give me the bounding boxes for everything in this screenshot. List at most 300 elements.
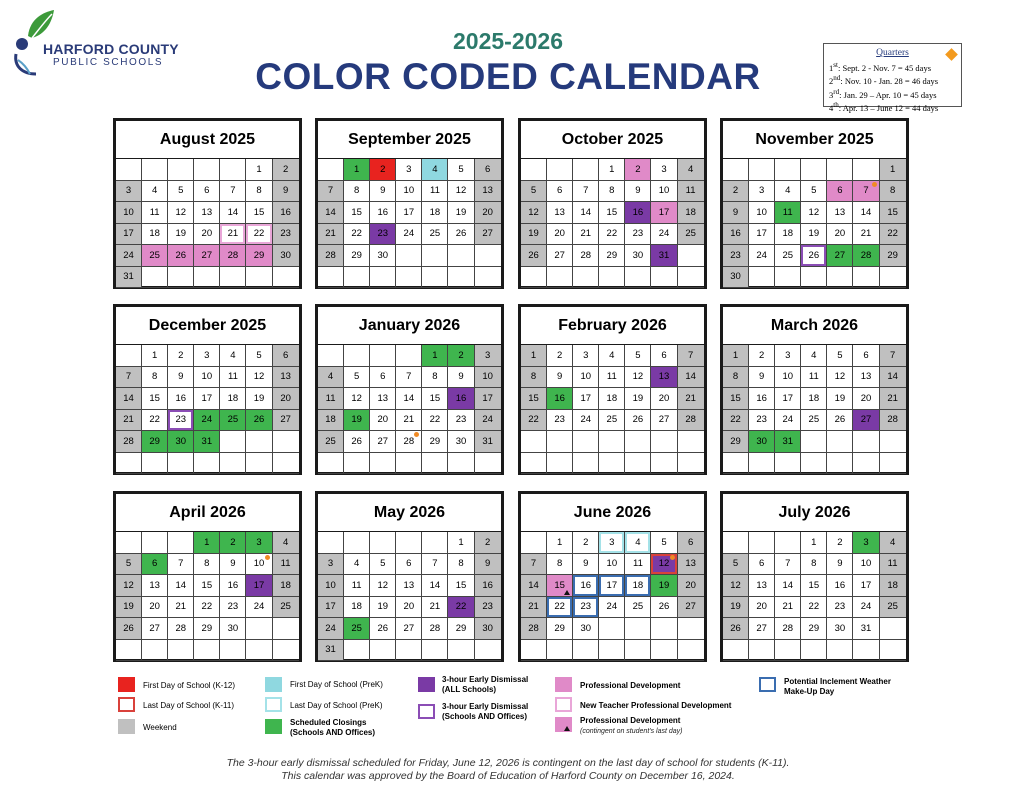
day-number: 25 (887, 601, 898, 613)
day-number: 15 (149, 392, 160, 404)
day-number: 6 (687, 536, 694, 548)
day-number: 5 (635, 349, 641, 361)
empty-cell (168, 640, 194, 662)
day-number: 20 (201, 228, 213, 240)
empty-cell (651, 431, 677, 453)
day-number: 21 (429, 601, 441, 613)
day-cell (142, 388, 168, 410)
day-cell (853, 345, 879, 367)
empty-cell (775, 267, 801, 289)
empty-cell (273, 267, 299, 289)
empty-cell (273, 431, 299, 453)
day-number: 28 (227, 249, 239, 261)
day-number: 12 (632, 371, 644, 383)
day-number: 26 (377, 622, 389, 634)
empty-cell (749, 640, 775, 662)
day-cell (547, 202, 573, 224)
day-number: 4 (889, 536, 896, 548)
empty-cell (168, 532, 194, 554)
day-number: 12 (455, 185, 467, 197)
day-cell (625, 245, 651, 267)
day-cell (723, 345, 749, 367)
day-cell (273, 181, 299, 203)
school-year: 2025-2026 (453, 28, 563, 54)
day-number: 31 (782, 435, 794, 447)
day-number: 6 (661, 349, 667, 361)
day-number: 16 (730, 228, 741, 240)
day-number: 29 (253, 249, 265, 261)
day-number: 11 (227, 371, 238, 383)
day-cell (521, 245, 547, 267)
day-cell (573, 532, 599, 554)
day-cell (448, 532, 474, 554)
day-number: 7 (125, 371, 132, 383)
day-number: 7 (432, 558, 438, 570)
day-cell (651, 410, 677, 432)
month-title: December 2025 (116, 307, 299, 345)
day-number: 21 (175, 601, 187, 613)
day-cell (599, 224, 625, 246)
empty-cell (142, 453, 168, 475)
day-cell (775, 345, 801, 367)
empty-cell (448, 267, 474, 289)
day-number: 4 (609, 349, 615, 361)
day-number: 30 (455, 435, 467, 447)
day-number: 9 (758, 371, 765, 383)
day-cell (448, 554, 474, 576)
day-cell (370, 202, 396, 224)
day-cell (220, 367, 246, 389)
empty-cell (168, 267, 194, 289)
day-cell (521, 554, 547, 576)
day-number: 2 (282, 163, 289, 175)
day-number: 8 (811, 558, 817, 570)
day-number: 8 (609, 185, 615, 197)
day-cell (475, 224, 501, 246)
day-number: 5 (178, 185, 184, 197)
day-cell (880, 367, 906, 389)
day-cell (827, 554, 853, 576)
day-number: 13 (554, 206, 565, 218)
day-cell (801, 597, 827, 619)
day-cell (344, 554, 370, 576)
day-number: 25 (429, 228, 441, 240)
day-number: 16 (227, 579, 239, 591)
day-number: 16 (175, 392, 187, 404)
day-cell (625, 345, 651, 367)
day-number: 14 (528, 579, 539, 591)
day-number: 5 (837, 349, 843, 361)
empty-cell (827, 640, 853, 662)
day-number: 7 (863, 185, 869, 197)
day-cell (273, 554, 299, 576)
empty-cell (723, 532, 749, 554)
legend-swatch-prof-dev-contingent (555, 717, 572, 732)
empty-cell (194, 267, 220, 289)
day-cell (116, 267, 142, 289)
day-number: 10 (325, 579, 336, 591)
day-cell (475, 345, 501, 367)
day-cell (599, 367, 625, 389)
day-cell (448, 224, 474, 246)
day-cell (853, 181, 879, 203)
empty-cell (625, 267, 651, 289)
day-cell (625, 367, 651, 389)
day-number: 27 (685, 601, 696, 613)
day-number: 8 (732, 371, 739, 383)
day-number: 9 (837, 558, 843, 570)
empty-cell (318, 345, 344, 367)
day-number: 15 (351, 206, 362, 218)
day-cell (142, 245, 168, 267)
day-cell (396, 202, 422, 224)
day-cell (422, 554, 448, 576)
day-cell (246, 532, 272, 554)
day-number: 14 (175, 579, 187, 591)
day-cell (521, 345, 547, 367)
day-cell (142, 597, 168, 619)
day-number: 24 (756, 249, 767, 261)
day-number: 11 (808, 371, 819, 383)
empty-cell (801, 640, 827, 662)
day-number: 12 (730, 579, 741, 591)
day-cell (318, 575, 344, 597)
day-number: 24 (482, 414, 493, 426)
day-number: 9 (178, 371, 184, 383)
day-cell (678, 345, 704, 367)
day-cell (625, 597, 651, 619)
empty-cell (521, 640, 547, 662)
day-cell (344, 367, 370, 389)
day-number: 28 (123, 435, 134, 447)
day-cell (396, 554, 422, 576)
day-number: 1 (432, 349, 438, 361)
day-cell (880, 159, 906, 181)
day-number: 10 (253, 558, 265, 570)
day-number: 11 (782, 206, 793, 218)
day-number: 26 (658, 601, 670, 613)
day-cell (547, 345, 573, 367)
day-number: 25 (782, 249, 794, 261)
day-cell (547, 575, 573, 597)
day-number: 1 (609, 163, 615, 175)
day-cell (396, 618, 422, 640)
day-number: 30 (834, 622, 846, 634)
day-cell (370, 575, 396, 597)
month-calendar (315, 491, 504, 662)
empty-cell (678, 267, 704, 289)
day-cell (749, 575, 775, 597)
day-cell (521, 202, 547, 224)
day-cell (775, 388, 801, 410)
month-calendar (720, 491, 909, 662)
day-number: 9 (230, 558, 236, 570)
day-cell (801, 345, 827, 367)
day-cell (521, 618, 547, 640)
legend-swatch-last-day (118, 697, 135, 712)
empty-cell (344, 640, 370, 662)
day-number: 8 (889, 185, 896, 197)
day-cell (142, 618, 168, 640)
day-number: 4 (353, 558, 360, 570)
empty-cell (880, 267, 906, 289)
day-cell (422, 345, 448, 367)
day-number: 4 (230, 349, 236, 361)
day-cell (475, 431, 501, 453)
day-cell (142, 410, 168, 432)
empty-cell (521, 431, 547, 453)
empty-cell (853, 159, 879, 181)
day-number: 7 (178, 558, 184, 570)
empty-cell (547, 431, 573, 453)
day-number: 18 (149, 228, 160, 240)
day-number: 28 (528, 622, 539, 634)
month-title: August 2025 (116, 121, 299, 159)
day-cell (651, 245, 677, 267)
day-number: 26 (632, 414, 644, 426)
day-cell (344, 224, 370, 246)
legend-label: Last Day of School (K-11) (143, 701, 235, 710)
day-number: 21 (325, 228, 336, 240)
day-cell (827, 410, 853, 432)
day-cell (448, 575, 474, 597)
day-cell (396, 410, 422, 432)
empty-cell (194, 453, 220, 475)
day-cell (475, 367, 501, 389)
day-number: 26 (730, 622, 741, 634)
day-cell (801, 575, 827, 597)
day-cell (599, 345, 625, 367)
month-grid (318, 532, 501, 661)
empty-cell (422, 532, 448, 554)
day-number: 16 (580, 579, 592, 591)
day-cell (521, 410, 547, 432)
day-cell (853, 202, 879, 224)
day-number: 27 (403, 622, 415, 634)
empty-cell (723, 159, 749, 181)
day-cell (370, 224, 396, 246)
day-number: 3 (125, 185, 132, 197)
day-number: 27 (834, 249, 846, 261)
legend-label: Professional Development (580, 681, 681, 690)
empty-cell (521, 267, 547, 289)
day-number: 9 (282, 185, 289, 197)
day-cell (370, 159, 396, 181)
day-cell (723, 575, 749, 597)
month-title: February 2026 (521, 307, 704, 345)
day-number: 19 (808, 228, 820, 240)
day-cell (422, 159, 448, 181)
day-number: 16 (280, 206, 291, 218)
day-cell (396, 597, 422, 619)
day-cell (168, 431, 194, 453)
empty-cell (475, 267, 501, 289)
day-cell (801, 245, 827, 267)
day-number: 22 (201, 601, 213, 613)
day-number: 15 (730, 392, 741, 404)
legend-label: Professional Development (contingent on student's last day) (580, 716, 683, 735)
day-cell (678, 597, 704, 619)
day-cell (116, 410, 142, 432)
day-cell (880, 597, 906, 619)
day-cell (521, 597, 547, 619)
day-cell (116, 388, 142, 410)
day-number: 30 (482, 622, 493, 634)
month-title: November 2025 (723, 121, 906, 159)
day-cell (344, 410, 370, 432)
day-cell (651, 345, 677, 367)
logo-line1: HARFORD COUNTY (43, 41, 179, 57)
month-calendar (113, 491, 302, 662)
empty-cell (344, 453, 370, 475)
month-title: May 2026 (318, 494, 501, 532)
day-number: 26 (834, 414, 846, 426)
day-number: 13 (756, 579, 767, 591)
day-number: 22 (149, 414, 160, 426)
day-number: 9 (484, 558, 491, 570)
empty-cell (801, 267, 827, 289)
day-number: 13 (685, 558, 696, 570)
day-cell (749, 181, 775, 203)
day-cell (273, 202, 299, 224)
day-cell (142, 554, 168, 576)
day-cell (678, 410, 704, 432)
empty-cell (116, 345, 142, 367)
day-number: 2 (758, 349, 765, 361)
day-number: 19 (351, 414, 362, 426)
day-number: 4 (687, 163, 694, 175)
empty-cell (318, 532, 344, 554)
day-cell (142, 202, 168, 224)
day-cell (625, 159, 651, 181)
day-number: 10 (123, 206, 134, 218)
day-number: 24 (580, 414, 592, 426)
month-grid (318, 159, 501, 288)
day-number: 27 (860, 414, 872, 426)
day-number: 23 (482, 601, 493, 613)
day-number: 5 (380, 558, 386, 570)
empty-cell (370, 453, 396, 475)
day-number: 28 (580, 249, 592, 261)
contingent-triangle-icon (564, 726, 570, 731)
day-number: 21 (887, 392, 898, 404)
empty-cell (142, 159, 168, 181)
day-cell (142, 367, 168, 389)
empty-cell (775, 159, 801, 181)
day-cell (880, 181, 906, 203)
day-cell (344, 431, 370, 453)
empty-cell (723, 453, 749, 475)
day-number: 26 (175, 249, 187, 261)
day-number: 14 (860, 206, 872, 218)
month-title: September 2025 (318, 121, 501, 159)
empty-cell (220, 640, 246, 662)
day-cell (547, 618, 573, 640)
day-cell (422, 181, 448, 203)
day-cell (246, 224, 272, 246)
day-cell (318, 367, 344, 389)
day-number: 15 (554, 579, 565, 591)
day-number: 24 (658, 228, 670, 240)
day-cell (370, 367, 396, 389)
day-cell (246, 159, 272, 181)
day-cell (775, 554, 801, 576)
day-cell (475, 159, 501, 181)
day-number: 21 (580, 228, 592, 240)
day-cell (194, 181, 220, 203)
day-cell (775, 410, 801, 432)
day-number: 23 (632, 228, 644, 240)
day-number: 12 (123, 579, 134, 591)
day-number: 12 (253, 371, 265, 383)
day-number: 11 (887, 558, 898, 570)
day-cell (422, 575, 448, 597)
day-cell (651, 532, 677, 554)
empty-cell (547, 453, 573, 475)
day-cell (880, 532, 906, 554)
day-number: 3 (661, 163, 667, 175)
day-cell (749, 410, 775, 432)
day-number: 18 (325, 414, 336, 426)
day-cell (422, 410, 448, 432)
day-cell (651, 159, 677, 181)
day-number: 11 (149, 206, 160, 218)
day-number: 13 (482, 185, 493, 197)
day-cell (723, 618, 749, 640)
day-cell (749, 388, 775, 410)
day-cell (116, 181, 142, 203)
day-cell (448, 202, 474, 224)
day-cell (827, 367, 853, 389)
day-cell (853, 618, 879, 640)
day-cell (220, 245, 246, 267)
day-number: 7 (583, 185, 589, 197)
empty-cell (853, 267, 879, 289)
day-cell (344, 245, 370, 267)
month-calendar (113, 304, 302, 475)
day-number: 14 (429, 579, 441, 591)
day-number: 10 (201, 371, 213, 383)
day-number: 17 (325, 601, 336, 613)
day-cell (475, 618, 501, 640)
month-grid (521, 345, 704, 474)
day-number: 23 (834, 601, 846, 613)
day-cell (370, 554, 396, 576)
day-cell (475, 554, 501, 576)
day-cell (194, 618, 220, 640)
empty-cell (723, 640, 749, 662)
day-number: 1 (151, 349, 158, 361)
legend-swatch-new-teacher (555, 697, 572, 712)
day-cell (194, 367, 220, 389)
day-number: 7 (530, 558, 537, 570)
empty-cell (573, 159, 599, 181)
day-cell (573, 554, 599, 576)
day-number: 9 (556, 371, 563, 383)
empty-cell (599, 431, 625, 453)
day-cell (168, 245, 194, 267)
day-cell (194, 224, 220, 246)
day-cell (827, 388, 853, 410)
day-cell (273, 410, 299, 432)
day-number: 29 (429, 435, 441, 447)
day-number: 11 (429, 185, 440, 197)
day-cell (475, 597, 501, 619)
day-cell (344, 597, 370, 619)
day-number: 22 (528, 414, 539, 426)
day-number: 22 (253, 228, 265, 240)
day-cell (625, 388, 651, 410)
